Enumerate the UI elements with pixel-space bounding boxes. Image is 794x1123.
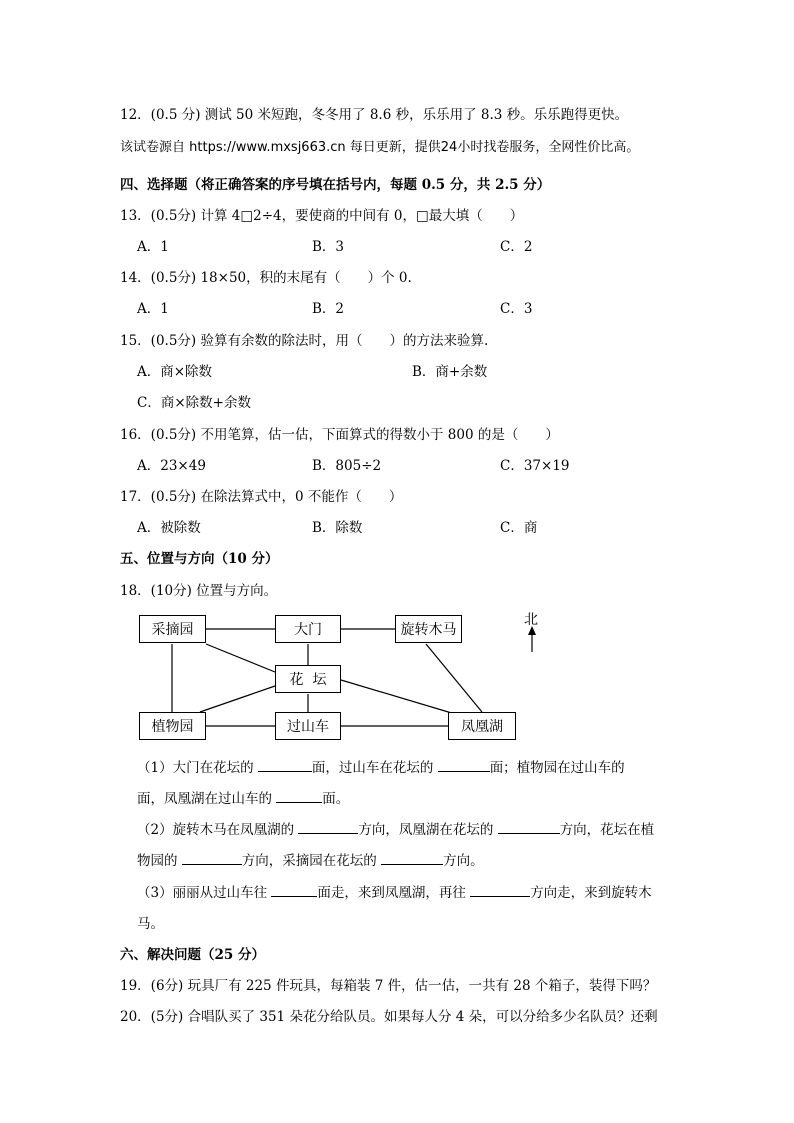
- section-6-heading: 六、解决问题（25 分）: [120, 947, 265, 963]
- q17-option-c: C．商: [500, 520, 538, 536]
- section-4-heading: 四、选择题（将正确答案的序号填在括号内，每题 0.5 分，共 2.5 分）: [120, 177, 551, 193]
- edge-huatan-zhiwu: [200, 686, 275, 712]
- q18-1-text-d: 面，凤凰湖在过山车的: [137, 791, 277, 807]
- question-16: 16．(0.5分) 不用笔算，估一估，下面算式的得数小于 800 的是（ ）: [120, 427, 559, 443]
- blank[interactable]: [182, 852, 242, 865]
- edge-huatan-fenghuang: [341, 680, 455, 714]
- blank[interactable]: [381, 852, 443, 865]
- q14-option-c: C．3: [500, 301, 533, 317]
- q18-3-text-b: 面走，来到凤凰湖，再往: [317, 885, 471, 901]
- node-damen: 大门: [275, 615, 341, 643]
- node-caizhaiyuan: 采摘园: [139, 615, 206, 643]
- q18-part3-line1: [137, 884, 652, 902]
- blank[interactable]: [276, 790, 322, 803]
- q18-1-text-b: 面，过山车在花坛的: [311, 760, 438, 776]
- source-line: 该试卷源自 https://www.mxsj663.cn 每日更新，提供24小时找卷服务，全网性价比高。: [120, 140, 640, 155]
- q15-option-c: C．商×除数+余数: [137, 395, 251, 411]
- question-12: 12．(0.5 分) 测试 50 米短跑，冬冬用了 8.6 秒，乐乐用了 8.3 秒。乐乐跑得更快。: [120, 107, 629, 123]
- blank[interactable]: [271, 884, 317, 897]
- q14-option-a: A．1: [137, 301, 169, 317]
- q18-2-text-f: 方向。: [443, 853, 484, 869]
- q16-option-b: B．805÷2: [312, 458, 382, 474]
- question-18: 18．(10分) 位置与方向。: [120, 583, 278, 599]
- q17-option-a: A．被除数: [137, 520, 201, 536]
- edge-caizhai-huatan: [206, 644, 275, 672]
- node-zhiwuyuan: 植物园: [139, 712, 206, 740]
- q18-2-text-d: 物园的: [137, 853, 182, 869]
- q18-2-text-a: （2）旋转木马在凤凰湖的: [137, 822, 299, 838]
- q18-1-text-c: 面；植物园在过山车的: [489, 760, 625, 776]
- blank[interactable]: [498, 821, 560, 834]
- edge-xuanzhuan-fenghuang: [426, 644, 482, 712]
- q16-option-c: C．37×19: [500, 458, 570, 474]
- question-14: 14．(0.5分) 18×50，积的末尾有（ ）个 0.: [120, 270, 412, 286]
- q14-option-b: B．2: [312, 301, 345, 317]
- q18-2-text-c: 方向，花坛在植: [559, 822, 655, 838]
- node-xuanzhuanmuma: 旋转木马: [395, 615, 462, 643]
- blank[interactable]: [470, 884, 530, 897]
- q15-option-a: A．商×除数: [137, 364, 213, 380]
- q15-option-b: B．商+余数: [412, 364, 488, 380]
- q18-1-text-a: （1）大门在花坛的: [137, 760, 258, 776]
- q18-3-text-c: 方向走，来到旋转木: [530, 885, 652, 901]
- q18-2-text-e: 方向，采摘园在花坛的: [241, 853, 382, 869]
- q18-2-text-b: 方向，凤凰湖在花坛的: [358, 822, 498, 838]
- q18-part2-line2: [137, 852, 484, 870]
- q18-1-text-e: 面。: [322, 791, 350, 807]
- node-guoshanche: 过山车: [275, 712, 341, 740]
- q13-option-b: B．3: [312, 239, 345, 255]
- q18-part1-line2: [137, 790, 349, 808]
- q16-option-a: A．23×49: [137, 458, 206, 474]
- q13-option-c: C．2: [500, 239, 533, 255]
- question-20: 20．(5分) 合唱队买了 351 朵花分给队员。如果每人分 4 朵，可以分给多少名队员？还剩: [120, 1009, 658, 1025]
- question-17: 17．(0.5分) 在除法算式中，0 不能作（ ）: [120, 489, 403, 505]
- q18-part1-line1: [137, 759, 625, 777]
- q18-3-text-a: （3）丽丽从过山车往: [137, 885, 272, 901]
- node-fenghuanghu: 凤凰湖: [448, 712, 516, 740]
- question-19: 19．(6分) 玩具厂有 225 件玩具，每箱装 7 件，估一估，一共有 28 个箱子，装得下吗？: [120, 978, 657, 994]
- q18-part2-line1: [137, 821, 654, 839]
- q17-option-b: B．除数: [312, 520, 363, 536]
- node-huatan: 花 坛: [275, 665, 341, 693]
- section-5-heading: 五、位置与方向（10 分）: [120, 551, 279, 567]
- q18-part3-line2: 马。: [137, 916, 164, 932]
- question-15: 15．(0.5分) 验算有余数的除法时，用（ ）的方法来验算.: [120, 333, 489, 349]
- north-label: 北: [524, 612, 538, 628]
- blank[interactable]: [258, 759, 312, 772]
- q13-option-a: A．1: [137, 239, 169, 255]
- blank[interactable]: [438, 759, 490, 772]
- question-13: 13．(0.5分) 计算 4□2÷4，要使商的中间有 0，□最大填（ ）: [120, 208, 524, 224]
- blank[interactable]: [298, 821, 358, 834]
